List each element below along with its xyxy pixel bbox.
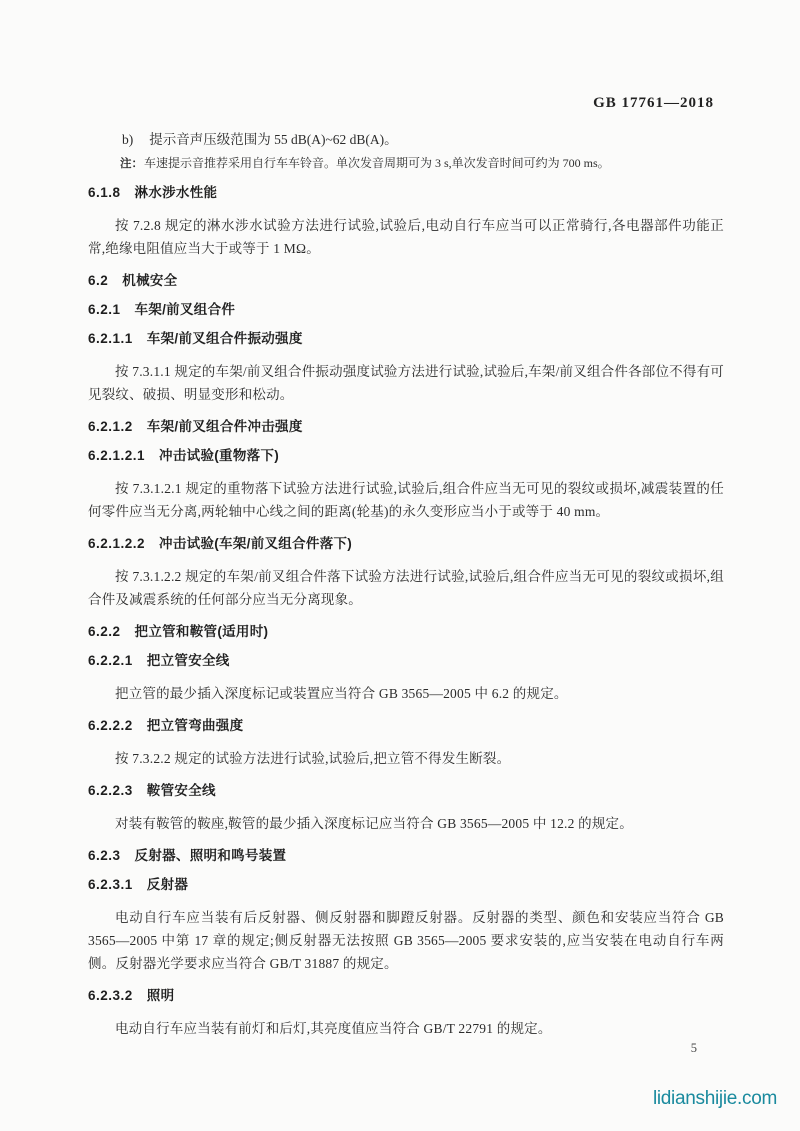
section-number: 6.2.1.2 <box>88 419 133 434</box>
section-title: 把立管安全线 <box>146 653 230 668</box>
note <box>88 156 724 172</box>
heading-6-2-2 <box>88 623 724 640</box>
section-title: 鞍管安全线 <box>146 783 216 798</box>
paragraph-6-2-1-1: 按 7.3.1.1 规定的车架/前叉组合件振动强度试验方法进行试验,试验后,车架/前叉组合件各部位不得有可见裂纹、破损、明显变形和松动。 <box>88 364 724 402</box>
heading-6-2-3-2 <box>88 987 724 1004</box>
heading-6-2-1-2-2 <box>88 535 724 552</box>
paragraph-6-1-8: 按 7.2.8 规定的淋水涉水试验方法进行试验,试验后,电动自行车应当可以正常骑行,各电器部件功能正常,绝缘电阻值应当大于或等于 1 MΩ。 <box>88 218 724 256</box>
section-number: 6.1.8 <box>88 185 121 200</box>
list-item-text: 提示音声压级范围为 55 dB(A)~62 dB(A)。 <box>149 132 398 147</box>
heading-6-2-2-1 <box>88 652 724 669</box>
list-item-b <box>88 131 724 149</box>
section-number: 6.2.1.1 <box>88 331 133 346</box>
paragraph-6-2-1-2-1: 按 7.3.1.2.1 规定的重物落下试验方法进行试验,试验后,组合件应当无可见的裂纹或损坏,减震装置的任何零件应当无分离,两轮轴中心线之间的距离(轮基)的永久变形应当小于或等于 40 mm。 <box>88 481 724 519</box>
section-title: 反射器 <box>146 877 189 892</box>
note-text: 车速提示音推荐采用自行车车铃音。单次发音周期可为 3 s,单次发音时间可约为 700 ms。 <box>144 156 610 170</box>
paragraph-6-2-2-1: 把立管的最少插入深度标记或装置应当符合 GB 3565—2005 中 6.2 的规定。 <box>115 686 568 701</box>
section-title: 机械安全 <box>122 273 178 288</box>
section-title: 反射器、照明和鸣号装置 <box>134 848 287 863</box>
section-number: 6.2.1 <box>88 302 121 317</box>
section-title: 冲击试验(车架/前叉组合件落下) <box>159 536 353 551</box>
heading-6-2-3 <box>88 847 724 864</box>
watermark-text: lidianshijie.com <box>652 1088 777 1109</box>
note-label: 注： <box>120 158 143 170</box>
heading-6-2-1-2 <box>88 418 724 435</box>
page-number: 5 <box>690 1041 697 1055</box>
section-title: 车架/前叉组合件冲击强度 <box>146 419 303 434</box>
paragraph-6-2-2-3: 对装有鞍管的鞍座,鞍管的最少插入深度标记应当符合 GB 3565—2005 中 12.2 的规定。 <box>115 816 633 831</box>
heading-6-2-2-2 <box>88 717 724 734</box>
section-number: 6.2.2.3 <box>88 783 133 798</box>
list-item-label: b) <box>122 132 134 147</box>
section-title: 淋水涉水性能 <box>134 185 218 200</box>
section-number: 6.2.3.2 <box>88 988 133 1003</box>
section-title: 车架/前叉组合件振动强度 <box>146 331 303 346</box>
heading-6-2 <box>88 272 724 289</box>
heading-6-2-2-3 <box>88 782 724 799</box>
section-number: 6.2.1.2.2 <box>88 536 146 551</box>
section-number: 6.2.3.1 <box>88 877 133 892</box>
paragraph-6-2-3-1: 电动自行车应当装有后反射器、侧反射器和脚蹬反射器。反射器的类型、颜色和安装应当符合 GB 3565—2005 中第 17 章的规定;侧反射器无法按照 GB 3565—2005 要求安装的,应当安装在电动自行车两侧。反射器光学要求应当符合 GB/T 31887 的规定。 <box>88 910 724 971</box>
heading-6-2-1 <box>88 301 724 318</box>
paragraph-6-2-2-2: 按 7.3.2.2 规定的试验方法进行试验,试验后,把立管不得发生断裂。 <box>115 751 511 766</box>
section-title: 把立管和鞍管(适用时) <box>134 624 269 639</box>
section-title: 冲击试验(重物落下) <box>159 448 280 463</box>
section-title: 照明 <box>146 988 175 1003</box>
section-title: 车架/前叉组合件 <box>134 302 236 317</box>
heading-6-2-3-1 <box>88 876 724 893</box>
paragraph-6-2-1-2-2: 按 7.3.1.2.2 规定的车架/前叉组合件落下试验方法进行试验,试验后,组合件应当无可见的裂纹或损坏,组合件及减震系统的任何部分应当无分离现象。 <box>88 569 724 607</box>
section-number: 6.2.2 <box>88 624 121 639</box>
paragraph-6-2-3-2: 电动自行车应当装有前灯和后灯,其亮度值应当符合 GB/T 22791 的规定。 <box>115 1021 552 1036</box>
heading-6-2-1-2-1 <box>88 447 724 464</box>
section-number: 6.2.1.2.1 <box>88 448 146 463</box>
section-number: 6.2.2.1 <box>88 653 133 668</box>
section-number: 6.2.2.2 <box>88 718 133 733</box>
heading-6-1-8 <box>88 184 724 201</box>
section-title: 把立管弯曲强度 <box>146 718 244 733</box>
standard-number-header: GB 17761—2018 <box>593 95 714 111</box>
section-number: 6.2 <box>88 273 109 288</box>
heading-6-2-1-1 <box>88 330 724 347</box>
section-number: 6.2.3 <box>88 848 121 863</box>
